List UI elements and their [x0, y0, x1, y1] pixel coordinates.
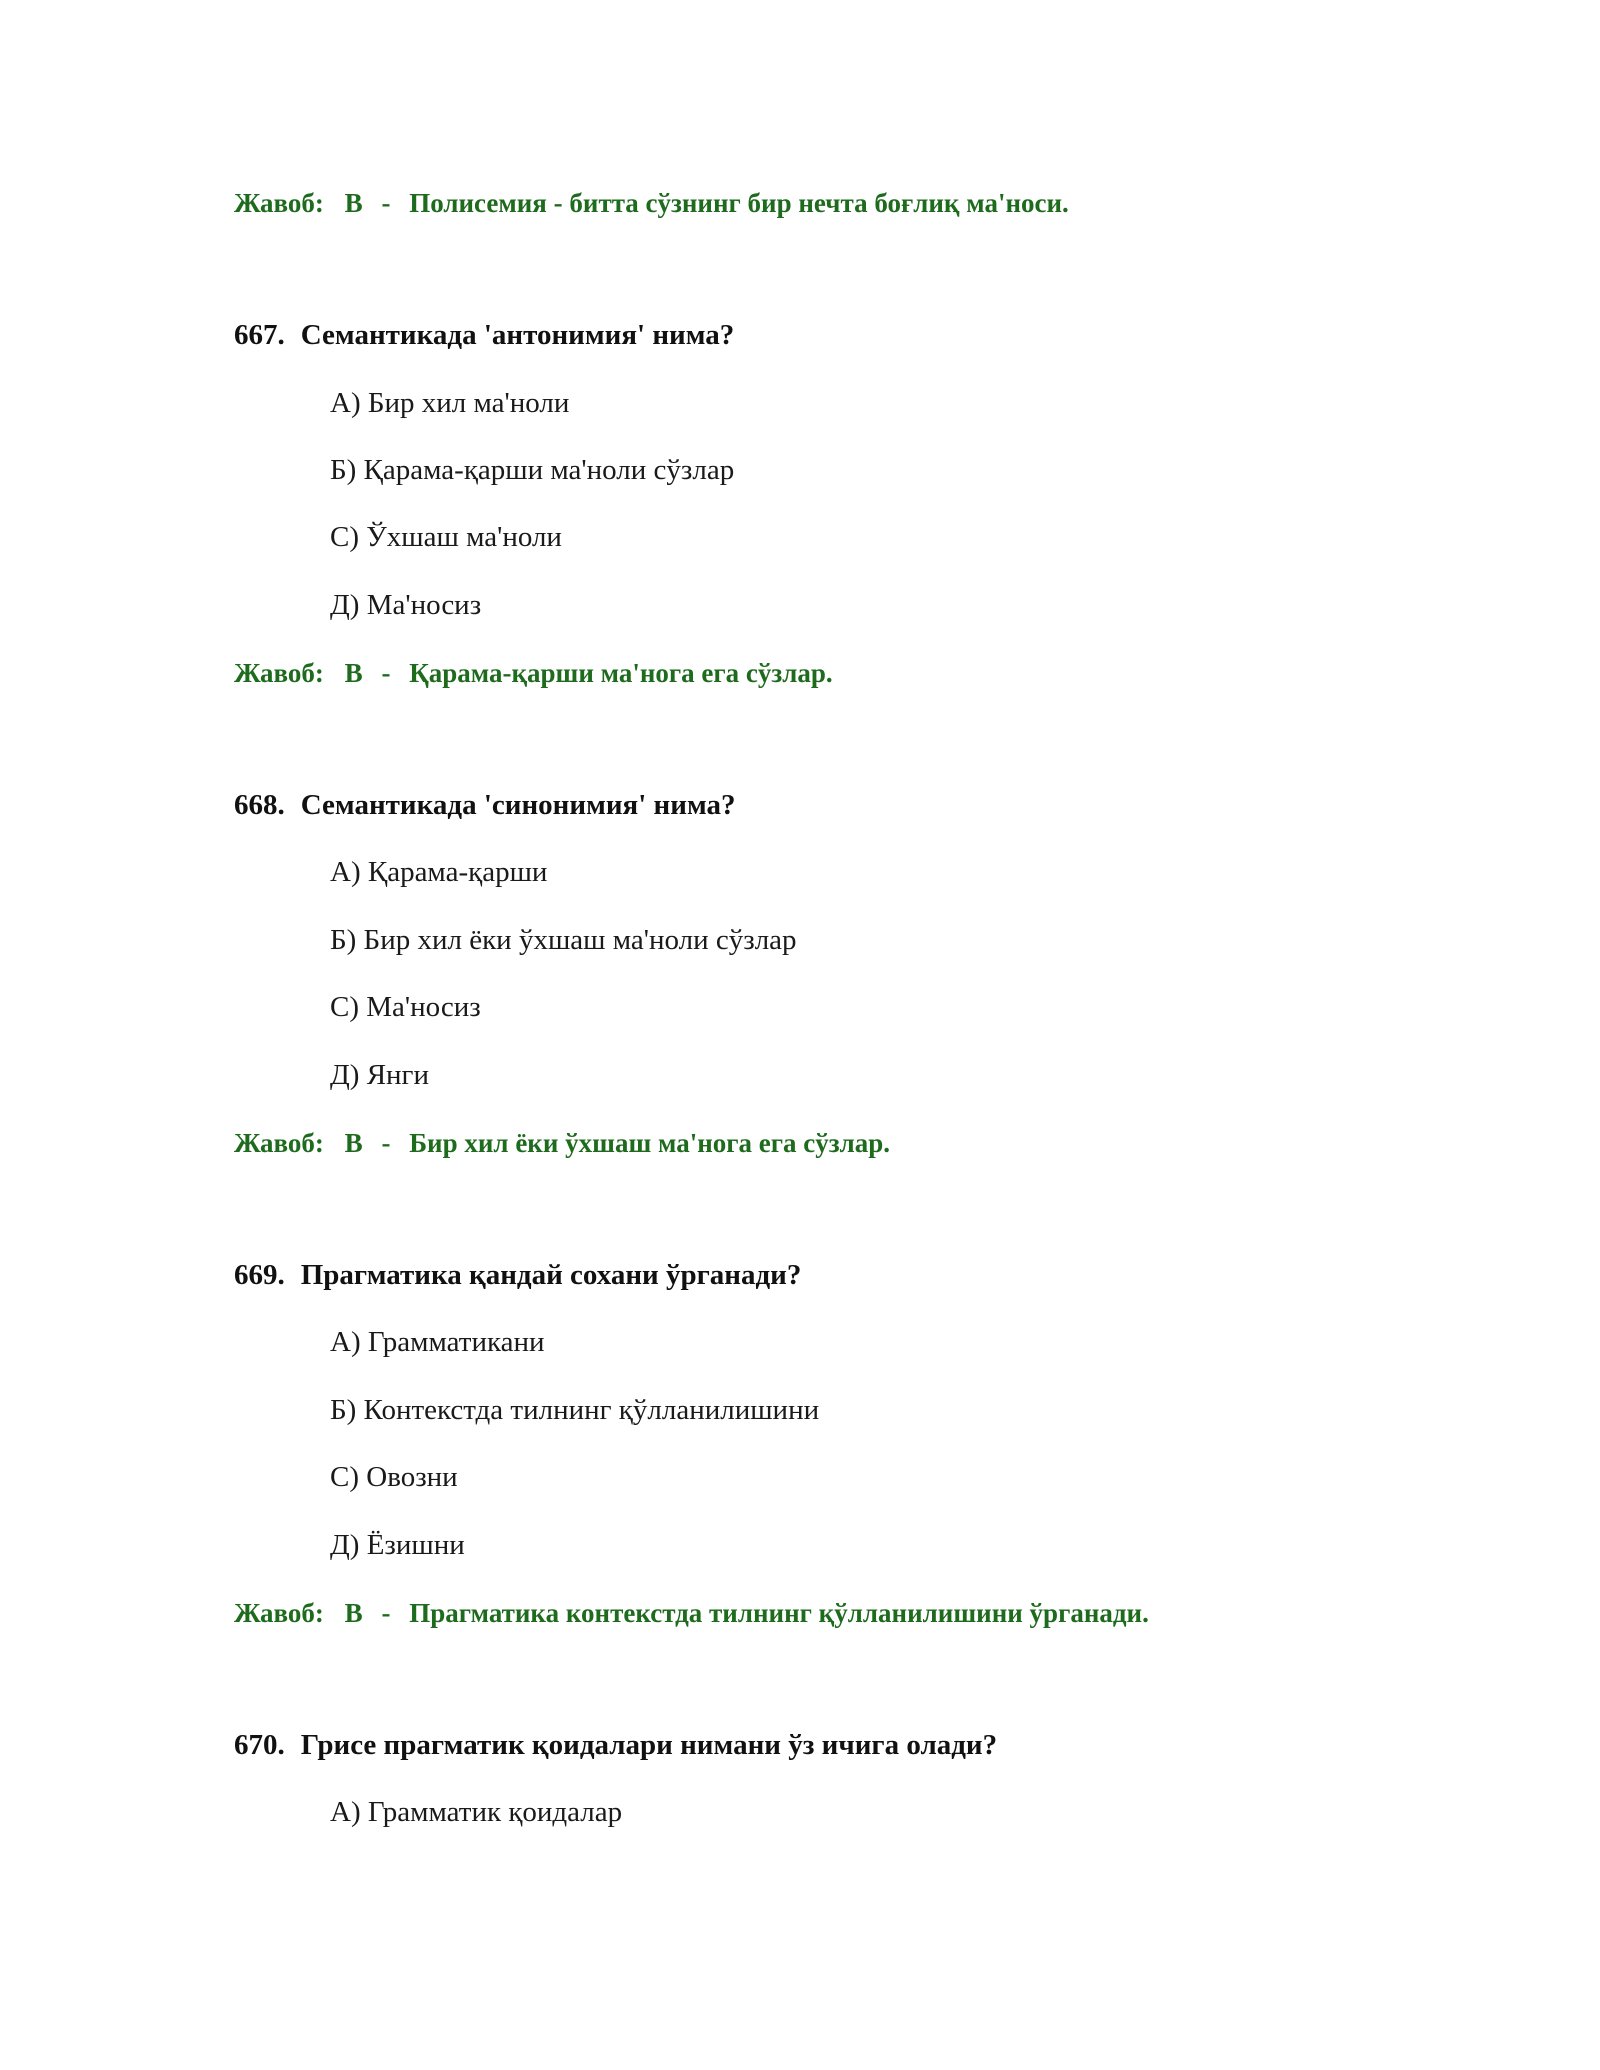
question-text: Семантикада 'синонимия' нима?	[300, 789, 736, 821]
option-item: Д) Ёзишни	[330, 1529, 465, 1561]
answer-line	[234, 1600, 1149, 1627]
answer-dash: -	[381, 188, 391, 218]
option-item: С) Ма'носиз	[330, 991, 481, 1023]
option-item: А) Грамматикани	[330, 1326, 545, 1358]
option-item: Д) Ма'носиз	[330, 589, 482, 621]
question-number: 668.	[234, 789, 285, 821]
option-item: С) Ўхшаш ма'ноли	[330, 521, 562, 553]
option-item: Д) Янги	[330, 1059, 429, 1091]
answer-text: Полисемия - битта сўзнинг бир нечта боғлиқ ма'носи.	[409, 188, 1069, 218]
answer-dash: -	[381, 1128, 391, 1158]
option-item: С) Овозни	[330, 1461, 458, 1493]
answer-letter: В	[344, 1598, 363, 1628]
question-number: 669.	[234, 1259, 285, 1291]
question-number: 667.	[234, 319, 285, 351]
answer-label: Жавоб:	[234, 658, 324, 688]
answer-text: Прагматика контекстда тилнинг қўлланилишини ўрганади.	[409, 1598, 1149, 1628]
answer-label: Жавоб:	[234, 1598, 324, 1628]
question-heading	[234, 1731, 997, 1760]
option-item: Б) Контекстда тилнинг қўлланилишини	[330, 1394, 820, 1426]
question-text: Грисе прагматик қоидалари нимани ўз ичига олади?	[300, 1729, 998, 1761]
answer-text: Бир хил ёки ўхшаш ма'нога ега сўзлар.	[409, 1128, 891, 1158]
answer-dash: -	[381, 658, 391, 688]
answer-dash: -	[381, 1598, 391, 1628]
question-text: Семантикада 'антонимия' нима?	[300, 319, 735, 351]
option-item: А) Қарама-қарши	[330, 856, 548, 888]
option-item: А) Грамматик қоидалар	[330, 1796, 623, 1828]
answer-letter: В	[344, 658, 363, 688]
answer-text: Қарама-қарши ма'нога ега сўзлар.	[409, 658, 833, 688]
answer-label: Жавоб:	[234, 188, 324, 218]
answer-line	[234, 190, 1069, 217]
option-item: Б) Қарама-қарши ма'ноли сўзлар	[330, 454, 735, 486]
question-heading	[234, 791, 736, 820]
option-item: А) Бир хил ма'ноли	[330, 387, 570, 419]
question-heading	[234, 1261, 801, 1290]
question-text: Прагматика қандай сохани ўрганади?	[300, 1259, 802, 1291]
answer-letter: В	[344, 188, 363, 218]
question-heading	[234, 321, 734, 350]
question-number: 670.	[234, 1729, 285, 1761]
answer-label: Жавоб:	[234, 1128, 324, 1158]
answer-line	[234, 660, 833, 687]
option-item: Б) Бир хил ёки ўхшаш ма'ноли сўзлар	[330, 924, 797, 956]
answer-line	[234, 1130, 890, 1157]
answer-letter: В	[344, 1128, 363, 1158]
